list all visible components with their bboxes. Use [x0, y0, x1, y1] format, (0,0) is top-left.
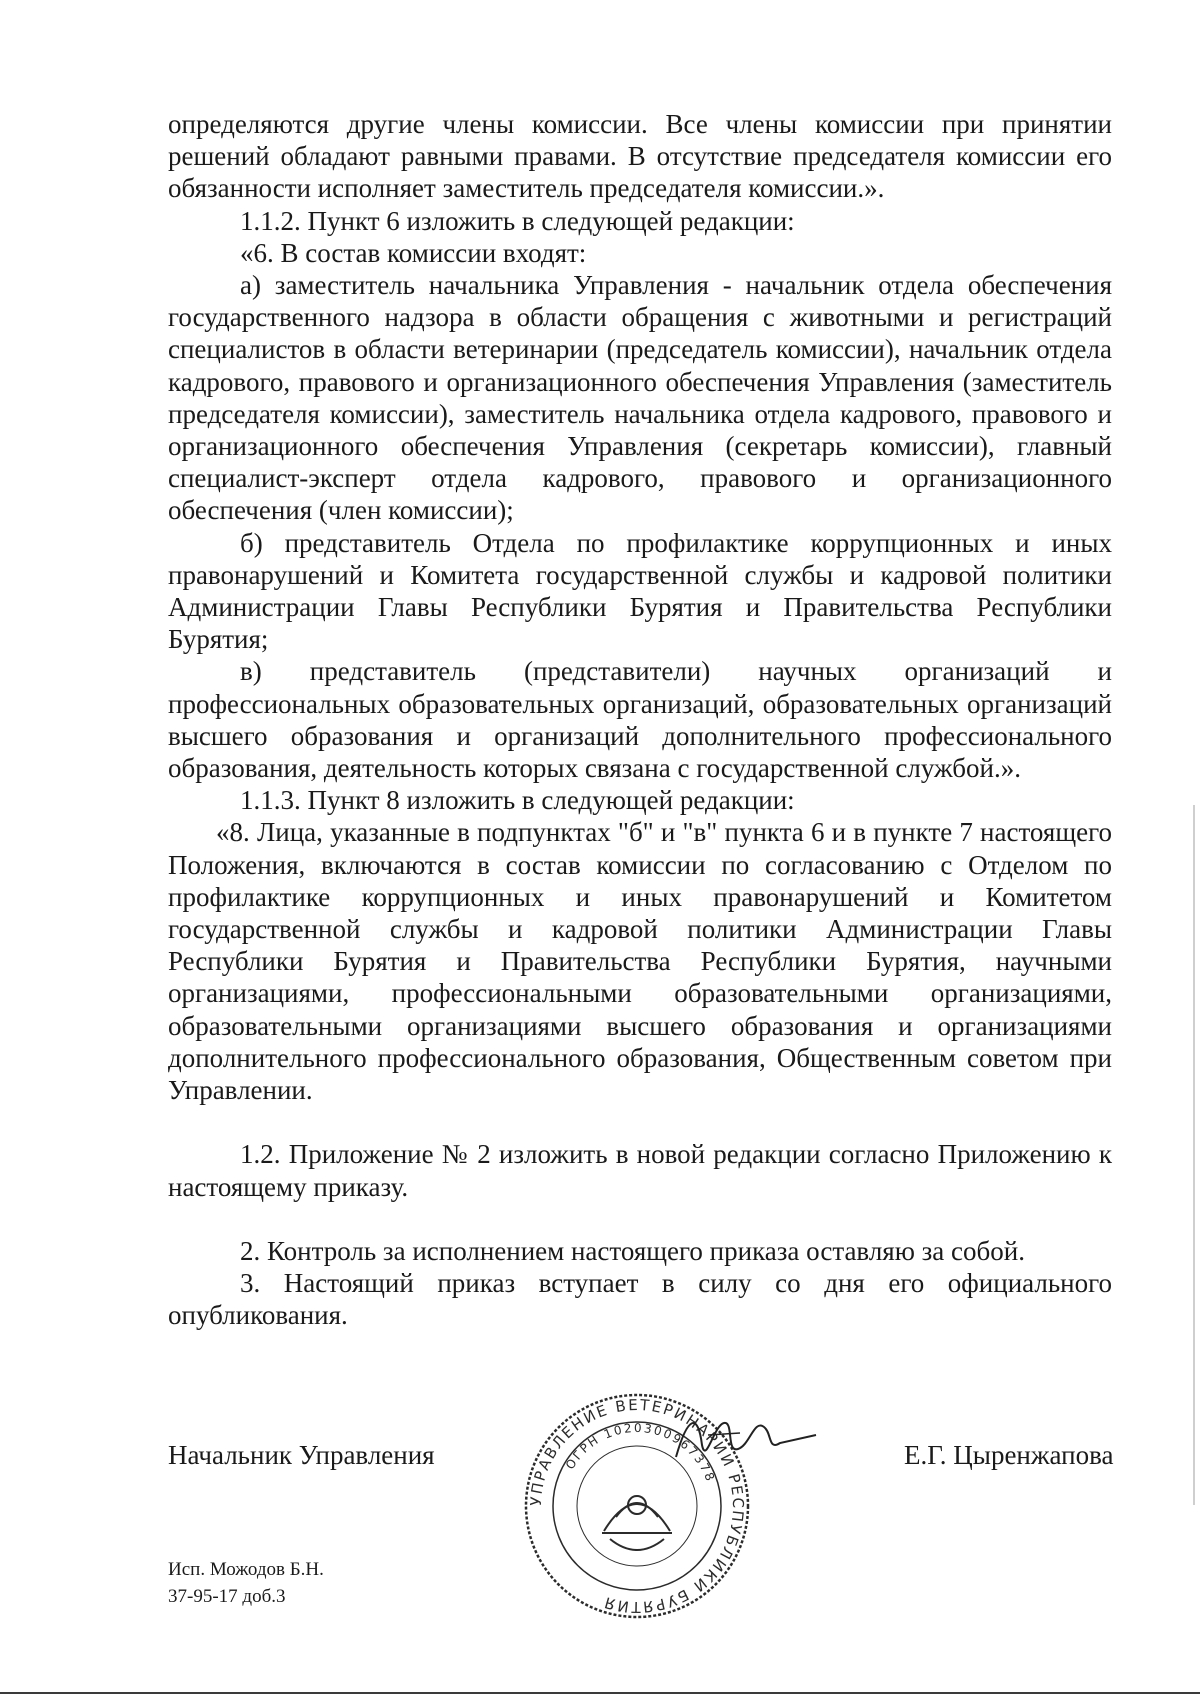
- scan-edge-line: [1193, 805, 1195, 1505]
- paragraph-subpoint-v: в) представитель (представители) научных организаций и профессиональных образовательных организаций, образовательных организаций высшего образования и организаций дополнительного профессионального образования, деятельность которых связана с государственной службой.».: [168, 656, 1112, 784]
- paragraph-1-2: 1.2. Приложение № 2 изложить в новой редакции согласно Приложению к настоящему приказу.: [168, 1139, 1112, 1202]
- paragraph-subpoint-b: б) представитель Отдела по профилактике коррупционных и иных правонарушений и Комитета государственной службы и кадровой политики Администрации Главы Республики Бурятия и Правительства Республики Бурятия;: [168, 527, 1112, 655]
- paragraph-point-6-intro: «6. В состав комиссии входят:: [240, 237, 587, 268]
- executor-info: [168, 1556, 324, 1610]
- signatory-name: Е.Г. Цыренжапова: [904, 1440, 1114, 1470]
- paragraph-continuation: определяются другие члены комиссии. Все члены комиссии при принятии решений обладают равными правами. В отсутствие председателя комиссии его обязанности исполняет заместитель председателя комиссии.».: [168, 109, 1112, 204]
- executor-phone: 37-95-17 доб.3: [168, 1586, 286, 1607]
- paragraph-subpoint-a: а) заместитель начальника Управления - начальник отдела обеспечения государственного надзора в области обращения с животными и регистраций специалистов в области ветеринарии (председатель комиссии), начальник отдела кадрового, правового и организационного обеспечения Управления (заместитель председателя комиссии), заместитель начальника отдела кадрового, правового и организационного обеспечения Управления (секретарь комиссии), главный специалист-эксперт отдела кадрового, правового и организационного обеспечения (член комиссии);: [168, 270, 1112, 526]
- seal-outer-text: УПРАВЛЕНИЕ ВЕТЕРИНАРИИ РЕСПУБЛИКИ БУРЯТИЯ: [526, 1395, 748, 1617]
- paragraph-1-1-2: 1.1.2. Пункт 6 изложить в следующей редакции:: [240, 205, 795, 236]
- paragraph-3: 3. Настоящий приказ вступает в силу со дня его официального опубликования.: [168, 1267, 1112, 1331]
- paragraph-point-8: «8. Лица, указанные в подпунктах "б" и "в" пункта 6 и в пункте 7 настоящего Положения, включаются в состав комиссии по согласованию с Отделом по профилактике коррупционных и иных правонарушений и Комитетом государственной службы и кадровой политики Администрации Главы Республики Бурятия и Правительства Республики Бурятия, научными организациями, профессиональными образовательными организациями, образовательными организациями высшего образования и организациями дополнительного профессионального образования, Общественным советом при Управлении.: [168, 817, 1112, 1106]
- seal-inner-text: ОГРН 1020300967378: [562, 1420, 718, 1485]
- executor-name: Исп. Можодов Б.Н.: [168, 1559, 324, 1580]
- paragraph-2: 2. Контроль за исполнением настоящего приказа оставляю за собой.: [240, 1235, 1025, 1266]
- signatory-position: Начальник Управления: [168, 1440, 435, 1470]
- scan-bottom-line: [0, 1692, 1200, 1694]
- document-body: [168, 108, 1112, 1331]
- handwritten-signature-icon: [668, 1405, 818, 1475]
- paragraph-1-1-3: 1.1.3. Пункт 8 изложить в следующей редакции:: [240, 785, 795, 816]
